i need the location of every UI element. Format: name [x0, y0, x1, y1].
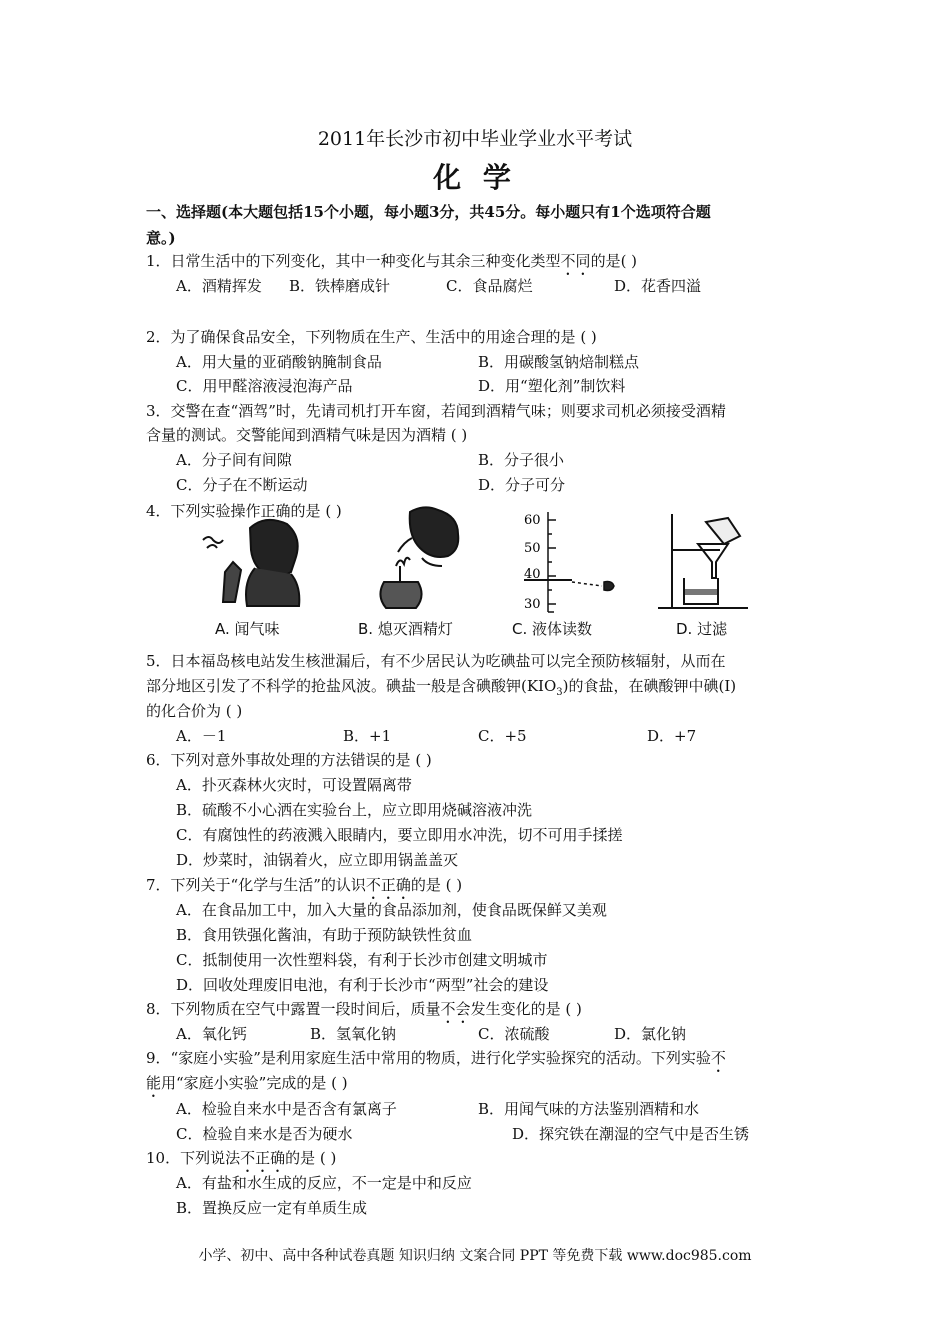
q9-option-a: A．检验自来水中是否含有氯离子 — [176, 1100, 397, 1118]
question-5-stem-line1: 5．日本福岛核电站发生核泄漏后，有不少居民认为吃碘盐可以完全预防核辐射，从而在 — [146, 652, 726, 670]
q3-option-d: D．分子可分 — [478, 476, 566, 494]
q8-option-b: B．氢氧化钠 — [310, 1025, 397, 1043]
question-5-stem-line3: 的化合价为 ( ) — [146, 702, 243, 720]
figure-caption-a: A. 闻气味 — [215, 620, 280, 638]
q1-option-d: D．花香四溢 — [614, 277, 702, 295]
section-heading-line1: 一、选择题(本大题包括15个小题，每小题3分，共45分。每小题只有1个选项符合题 — [146, 203, 711, 221]
q5-option-c: C．+5 — [478, 727, 527, 745]
question-3-stem-line1: 3．交警在查“酒驾”时，先请司机打开车窗，若闻到酒精气味；则要求司机必须接受酒精 — [146, 402, 726, 420]
q6-option-a: A．扑灭森林火灾时，可设置隔离带 — [176, 776, 412, 794]
q6-option-c: C．有腐蚀性的药液溅入眼睛内，要立即用水冲洗，切不可用手揉搓 — [176, 826, 623, 844]
cylinder-tick-40: 40 — [524, 567, 541, 582]
q1-option-c: C．食品腐烂 — [446, 277, 533, 295]
cylinder-tick-30: 30 — [524, 597, 541, 612]
question-9-stem-line1: 9．“家庭小实验”是利用家庭生活中常用的物质，进行化学实验探究的活动。下列实验不 — [146, 1049, 726, 1067]
question-3-stem-line2: 含量的测试。交警能闻到酒精气味是因为酒精 ( ) — [146, 426, 468, 444]
page-footer: 小学、初中、高中各种试卷真题 知识归纳 文案合同 PPT 等免费下载 www.doc985.com — [198, 1248, 752, 1264]
subject-title: 化 学 — [433, 161, 517, 194]
q5-option-a: A．－1 — [176, 727, 227, 745]
cylinder-tick-60: 60 — [524, 513, 541, 528]
q7-option-a: A．在食品加工中，加入大量的食品添加剂，使食品既保鲜又美观 — [176, 901, 607, 919]
section-heading-line2: 意。) — [146, 229, 176, 247]
q9-option-d: D．探究铁在潮湿的空气中是否生锈 — [512, 1125, 750, 1143]
q9-option-b: B．用闻气味的方法鉴别酒精和水 — [478, 1100, 700, 1118]
q3-option-c: C．分子在不断运动 — [176, 476, 308, 494]
q3-option-a: A．分子间有间隙 — [176, 451, 292, 469]
q9-option-c: C．检验自来水是否为硬水 — [176, 1125, 353, 1143]
q8-option-d: D．氯化钠 — [614, 1025, 687, 1043]
q7-option-d: D．回收处理废旧电池，有利于长沙市“两型”社会的建设 — [176, 976, 549, 994]
q5-option-b: B．+1 — [343, 727, 392, 745]
exam-title: 2011年长沙市初中毕业学业水平考试 — [317, 128, 633, 150]
cylinder-tick-50: 50 — [524, 541, 541, 556]
q1-option-a: A．酒精挥发 — [176, 277, 262, 295]
figure-cylinder-illustration — [520, 510, 630, 614]
q10-option-a: A．有盐和水生成的反应，不一定是中和反应 — [176, 1174, 472, 1192]
q6-option-d: D．炒菜时，油锅着火，应立即用锅盖盖灭 — [176, 851, 459, 869]
q2-option-d: D．用“塑化剂”制饮料 — [478, 377, 626, 395]
question-5-stem-line2: 部分地区引发了不科学的抢盐风波。碘盐一般是含碘酸钾$(KIO_3)$的食盐，在碘酸钾中碘(I) — [146, 677, 737, 698]
q8-option-c: C．浓硫酸 — [478, 1025, 550, 1043]
q5-option-d: D．+7 — [647, 727, 697, 745]
question-2-stem: 2．为了确保食品安全，下列物质在生产、生活中的用途合理的是 ( ) — [146, 328, 597, 346]
question-8-stem: 8．下列物质在空气中露置一段时间后，质量不会发生变化的是 ( ) — [146, 1000, 582, 1018]
figure-caption-c: C. 液体读数 — [512, 620, 593, 638]
question-9-stem-line2: 能用“家庭小实验”完成的是 ( ) — [146, 1074, 348, 1092]
q3-option-b: B．分子很小 — [478, 451, 565, 469]
question-6-stem: 6．下列对意外事故处理的方法错误的是 ( ) — [146, 751, 432, 769]
q2-option-b: B．用碳酸氢钠焙制糕点 — [478, 353, 640, 371]
question-7-stem: 7．下列关于“化学与生活”的认识不正确的是 ( ) — [146, 876, 463, 894]
q7-option-c: C．抵制使用一次性塑料袋，有利于长沙市创建文明城市 — [176, 951, 548, 969]
q10-option-b: B．置换反应一定有单质生成 — [176, 1199, 368, 1217]
question-10-stem: 10．下列说法不正确的是 ( ) — [146, 1149, 337, 1167]
figure-smell-illustration — [195, 510, 315, 610]
q7-option-b: B．食用铁强化酱油，有助于预防缺铁性贫血 — [176, 926, 473, 944]
figure-caption-b: B. 熄灭酒精灯 — [358, 620, 453, 638]
figure-lamp-illustration — [362, 504, 472, 614]
figure-caption-d: D. 过滤 — [676, 620, 728, 638]
figure-filtration-illustration — [652, 504, 762, 614]
q2-option-a: A．用大量的亚硝酸钠腌制食品 — [176, 353, 382, 371]
question-4-stem: 4．下列实验操作正确的是 ( ) — [146, 502, 342, 520]
q1-option-b: B．铁棒磨成针 — [289, 277, 391, 295]
q6-option-b: B．硫酸不小心洒在实验台上，应立即用烧碱溶液冲洗 — [176, 801, 533, 819]
q2-option-c: C．用甲醛溶液浸泡海产品 — [176, 377, 353, 395]
question-1-stem: 1．日常生活中的下列变化，其中一种变化与其余三种变化类型不同的是( ) — [146, 252, 638, 270]
q8-option-a: A．氧化钙 — [176, 1025, 247, 1043]
